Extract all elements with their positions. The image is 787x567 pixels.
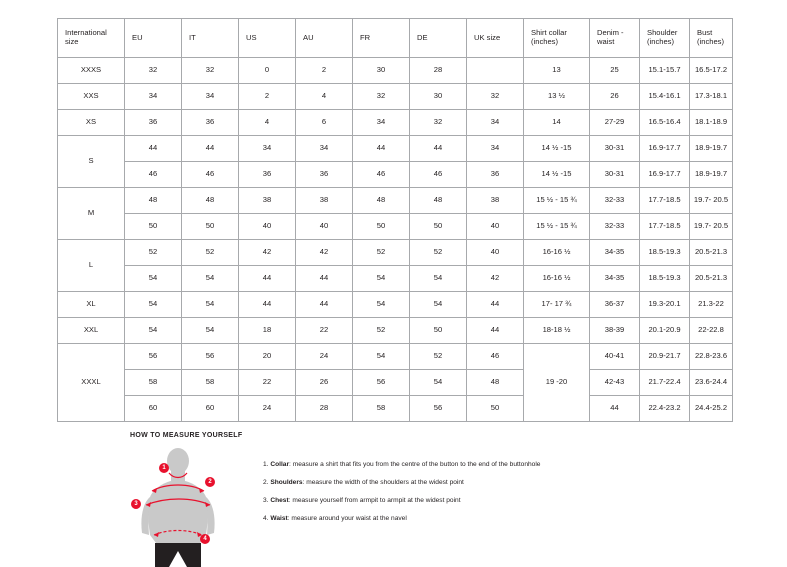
measure-step-label: Collar (270, 461, 290, 468)
cell-it: 60 (182, 396, 239, 422)
figure-bullet-3: 3 (131, 499, 141, 509)
cell-de: 52 (410, 344, 467, 370)
size-chart-table (57, 18, 733, 422)
cell-it: 44 (182, 136, 239, 162)
size-chart-container (57, 18, 732, 422)
cell-shirt-collar: 19 -20 (524, 344, 590, 422)
cell-denim-waist: 36-37 (590, 292, 640, 318)
cell-denim-waist: 30-31 (590, 162, 640, 188)
column-header-us: US (239, 19, 296, 58)
cell-eu: 52 (125, 240, 182, 266)
cell-international-size: S (58, 136, 125, 188)
cell-eu: 54 (125, 318, 182, 344)
cell-uk-size: 40 (467, 214, 524, 240)
cell-shirt-collar: 15 ½ - 15 ¾ (524, 214, 590, 240)
cell-uk-size: 50 (467, 396, 524, 422)
cell-shoulder: 16.5-16.4 (640, 110, 690, 136)
table-row (58, 292, 733, 318)
measure-step-number: 4. (263, 514, 271, 522)
cell-uk-size: 36 (467, 162, 524, 188)
cell-fr: 56 (353, 370, 410, 396)
cell-us: 18 (239, 318, 296, 344)
cell-shoulder: 16.9-17.7 (640, 136, 690, 162)
cell-it: 58 (182, 370, 239, 396)
cell-it: 46 (182, 162, 239, 188)
cell-fr: 52 (353, 318, 410, 344)
cell-denim-waist: 34-35 (590, 240, 640, 266)
cell-de: 46 (410, 162, 467, 188)
cell-it: 54 (182, 266, 239, 292)
cell-bust: 19.7- 20.5 (690, 214, 733, 240)
cell-shirt-collar: 16-16 ½ (524, 240, 590, 266)
cell-fr: 48 (353, 188, 410, 214)
cell-us: 38 (239, 188, 296, 214)
cell-shirt-collar: 13 (524, 58, 590, 84)
cell-au: 6 (296, 110, 353, 136)
cell-denim-waist: 26 (590, 84, 640, 110)
cell-it: 54 (182, 292, 239, 318)
table-row (58, 136, 733, 162)
cell-us: 44 (239, 292, 296, 318)
cell-it: 48 (182, 188, 239, 214)
measure-step (263, 515, 540, 523)
cell-eu: 32 (125, 58, 182, 84)
cell-shoulder: 17.7-18.5 (640, 214, 690, 240)
cell-eu: 48 (125, 188, 182, 214)
measure-step (263, 497, 540, 505)
cell-au: 2 (296, 58, 353, 84)
table-row (58, 162, 733, 188)
cell-fr: 50 (353, 214, 410, 240)
cell-us: 44 (239, 266, 296, 292)
cell-uk-size (467, 58, 524, 84)
measure-step-label: Shoulders (270, 478, 303, 486)
cell-shoulder: 18.5-19.3 (640, 266, 690, 292)
cell-au: 26 (296, 370, 353, 396)
cell-shoulder: 15.1-15.7 (640, 58, 690, 84)
measure-step-label: Chest (270, 496, 289, 504)
table-row (58, 318, 733, 344)
cell-eu: 50 (125, 214, 182, 240)
cell-shoulder: 21.7-22.4 (640, 370, 690, 396)
column-header-fr: FR (353, 19, 410, 58)
cell-bust: 22.8-23.6 (690, 344, 733, 370)
cell-au: 44 (296, 266, 353, 292)
table-header-row (58, 19, 733, 58)
cell-shoulder: 20.1-20.9 (640, 318, 690, 344)
cell-fr: 54 (353, 266, 410, 292)
measure-step-label: Waist (270, 514, 288, 522)
cell-fr: 52 (353, 240, 410, 266)
cell-au: 22 (296, 318, 353, 344)
table-row (58, 214, 733, 240)
cell-de: 48 (410, 188, 467, 214)
cell-eu: 36 (125, 110, 182, 136)
cell-bust: 18.1-18.9 (690, 110, 733, 136)
measure-step-text: : measure a shirt that fits you from the centre of the button to the end of the buttonhole (289, 461, 541, 468)
cell-shirt-collar: 15 ½ - 15 ¾ (524, 188, 590, 214)
cell-international-size: XL (58, 292, 125, 318)
column-header-eu: EU (125, 19, 182, 58)
cell-shoulder: 15.4-16.1 (640, 84, 690, 110)
cell-bust: 16.5-17.2 (690, 58, 733, 84)
table-row (58, 110, 733, 136)
cell-us: 22 (239, 370, 296, 396)
cell-shirt-collar: 16-16 ½ (524, 266, 590, 292)
measure-step-number: 2. (263, 478, 271, 486)
cell-au: 28 (296, 396, 353, 422)
column-header-au: AU (296, 19, 353, 58)
cell-uk-size: 32 (467, 84, 524, 110)
cell-denim-waist: 42-43 (590, 370, 640, 396)
column-header-international-size: International size (58, 19, 125, 58)
cell-uk-size: 42 (467, 266, 524, 292)
cell-au: 34 (296, 136, 353, 162)
cell-fr: 54 (353, 292, 410, 318)
cell-de: 54 (410, 266, 467, 292)
cell-it: 32 (182, 58, 239, 84)
cell-au: 42 (296, 240, 353, 266)
cell-au: 38 (296, 188, 353, 214)
measure-step-text: : measure yourself from armpit to armpit at the widest point (288, 496, 461, 504)
cell-bust: 17.3-18.1 (690, 84, 733, 110)
cell-fr: 58 (353, 396, 410, 422)
cell-it: 54 (182, 318, 239, 344)
cell-denim-waist: 40-41 (590, 344, 640, 370)
cell-de: 50 (410, 214, 467, 240)
cell-de: 54 (410, 292, 467, 318)
figure-bullet-2: 2 (205, 477, 215, 487)
measure-step-number: 3. (263, 496, 271, 504)
cell-eu: 56 (125, 344, 182, 370)
table-row (58, 396, 733, 422)
measurement-figure (130, 447, 245, 567)
cell-us: 40 (239, 214, 296, 240)
cell-fr: 32 (353, 84, 410, 110)
measure-step-text: : measure around your waist at the navel (287, 514, 407, 522)
cell-uk-size: 46 (467, 344, 524, 370)
cell-it: 36 (182, 110, 239, 136)
cell-it: 52 (182, 240, 239, 266)
cell-denim-waist: 30-31 (590, 136, 640, 162)
cell-bust: 20.5-21.3 (690, 266, 733, 292)
cell-uk-size: 34 (467, 136, 524, 162)
cell-eu: 34 (125, 84, 182, 110)
cell-denim-waist: 38-39 (590, 318, 640, 344)
column-header-shirt-collar: Shirt collar (inches) (524, 19, 590, 58)
column-header-uk-size: UK size (467, 19, 524, 58)
cell-fr: 44 (353, 136, 410, 162)
cell-bust: 19.7- 20.5 (690, 188, 733, 214)
table-row (58, 240, 733, 266)
cell-denim-waist: 27-29 (590, 110, 640, 136)
how-to-measure-section (130, 432, 770, 567)
cell-eu: 46 (125, 162, 182, 188)
cell-us: 4 (239, 110, 296, 136)
cell-fr: 46 (353, 162, 410, 188)
cell-au: 36 (296, 162, 353, 188)
cell-bust: 20.5-21.3 (690, 240, 733, 266)
cell-bust: 22-22.8 (690, 318, 733, 344)
column-header-shoulder: Shoulder (inches) (640, 19, 690, 58)
cell-international-size: L (58, 240, 125, 292)
measure-step (263, 461, 540, 469)
cell-international-size: XXXS (58, 58, 125, 84)
torso-illustration-icon (130, 447, 245, 567)
cell-denim-waist: 32-33 (590, 214, 640, 240)
cell-denim-waist: 32-33 (590, 188, 640, 214)
cell-international-size: M (58, 188, 125, 240)
column-header-bust: Bust (inches) (690, 19, 733, 58)
cell-uk-size: 40 (467, 240, 524, 266)
cell-us: 42 (239, 240, 296, 266)
cell-de: 54 (410, 370, 467, 396)
cell-bust: 18.9-19.7 (690, 136, 733, 162)
cell-denim-waist: 34-35 (590, 266, 640, 292)
cell-us: 34 (239, 136, 296, 162)
cell-de: 52 (410, 240, 467, 266)
cell-shoulder: 19.3-20.1 (640, 292, 690, 318)
measure-steps-list (263, 447, 540, 533)
table-row (58, 84, 733, 110)
cell-us: 20 (239, 344, 296, 370)
cell-au: 44 (296, 292, 353, 318)
table-row (58, 58, 733, 84)
cell-bust: 21.3-22 (690, 292, 733, 318)
cell-shoulder: 18.5-19.3 (640, 240, 690, 266)
cell-it: 50 (182, 214, 239, 240)
cell-uk-size: 38 (467, 188, 524, 214)
cell-it: 56 (182, 344, 239, 370)
cell-de: 56 (410, 396, 467, 422)
cell-shoulder: 17.7-18.5 (640, 188, 690, 214)
cell-fr: 34 (353, 110, 410, 136)
cell-uk-size: 48 (467, 370, 524, 396)
cell-de: 50 (410, 318, 467, 344)
cell-denim-waist: 25 (590, 58, 640, 84)
cell-eu: 60 (125, 396, 182, 422)
cell-bust: 23.6-24.4 (690, 370, 733, 396)
cell-shirt-collar: 14 ½ -15 (524, 136, 590, 162)
cell-us: 36 (239, 162, 296, 188)
cell-us: 0 (239, 58, 296, 84)
measure-step-text: : measure the width of the shoulders at the widest point (302, 478, 464, 486)
cell-shirt-collar: 13 ½ (524, 84, 590, 110)
how-to-measure-title: HOW TO MEASURE YOURSELF (130, 432, 243, 439)
cell-eu: 44 (125, 136, 182, 162)
cell-us: 24 (239, 396, 296, 422)
cell-uk-size: 44 (467, 318, 524, 344)
cell-eu: 54 (125, 292, 182, 318)
table-row (58, 266, 733, 292)
cell-denim-waist: 44 (590, 396, 640, 422)
table-row (58, 344, 733, 370)
cell-eu: 54 (125, 266, 182, 292)
cell-fr: 30 (353, 58, 410, 84)
cell-shirt-collar: 14 ½ -15 (524, 162, 590, 188)
cell-de: 32 (410, 110, 467, 136)
cell-bust: 24.4-25.2 (690, 396, 733, 422)
cell-uk-size: 34 (467, 110, 524, 136)
figure-bullet-1: 1 (159, 463, 169, 473)
cell-au: 4 (296, 84, 353, 110)
table-body (58, 58, 733, 422)
cell-de: 44 (410, 136, 467, 162)
cell-shirt-collar: 14 (524, 110, 590, 136)
cell-shoulder: 20.9-21.7 (640, 344, 690, 370)
table-row (58, 370, 733, 396)
column-header-denim-waist: Denim - waist (590, 19, 640, 58)
figure-bullet-4: 4 (200, 534, 210, 544)
cell-shoulder: 16.9-17.7 (640, 162, 690, 188)
cell-shirt-collar: 17- 17 ¾ (524, 292, 590, 318)
cell-it: 34 (182, 84, 239, 110)
table-row (58, 188, 733, 214)
column-header-it: IT (182, 19, 239, 58)
cell-de: 30 (410, 84, 467, 110)
cell-shoulder: 22.4-23.2 (640, 396, 690, 422)
cell-uk-size: 44 (467, 292, 524, 318)
measure-step-number: 1. (263, 461, 271, 468)
cell-international-size: XS (58, 110, 125, 136)
cell-eu: 58 (125, 370, 182, 396)
cell-us: 2 (239, 84, 296, 110)
cell-shirt-collar: 18-18 ½ (524, 318, 590, 344)
measure-step (263, 479, 540, 487)
cell-international-size: XXL (58, 318, 125, 344)
cell-au: 24 (296, 344, 353, 370)
cell-de: 28 (410, 58, 467, 84)
cell-au: 40 (296, 214, 353, 240)
cell-bust: 18.9-19.7 (690, 162, 733, 188)
cell-international-size: XXS (58, 84, 125, 110)
cell-fr: 54 (353, 344, 410, 370)
cell-international-size: XXXL (58, 344, 125, 422)
column-header-de: DE (410, 19, 467, 58)
